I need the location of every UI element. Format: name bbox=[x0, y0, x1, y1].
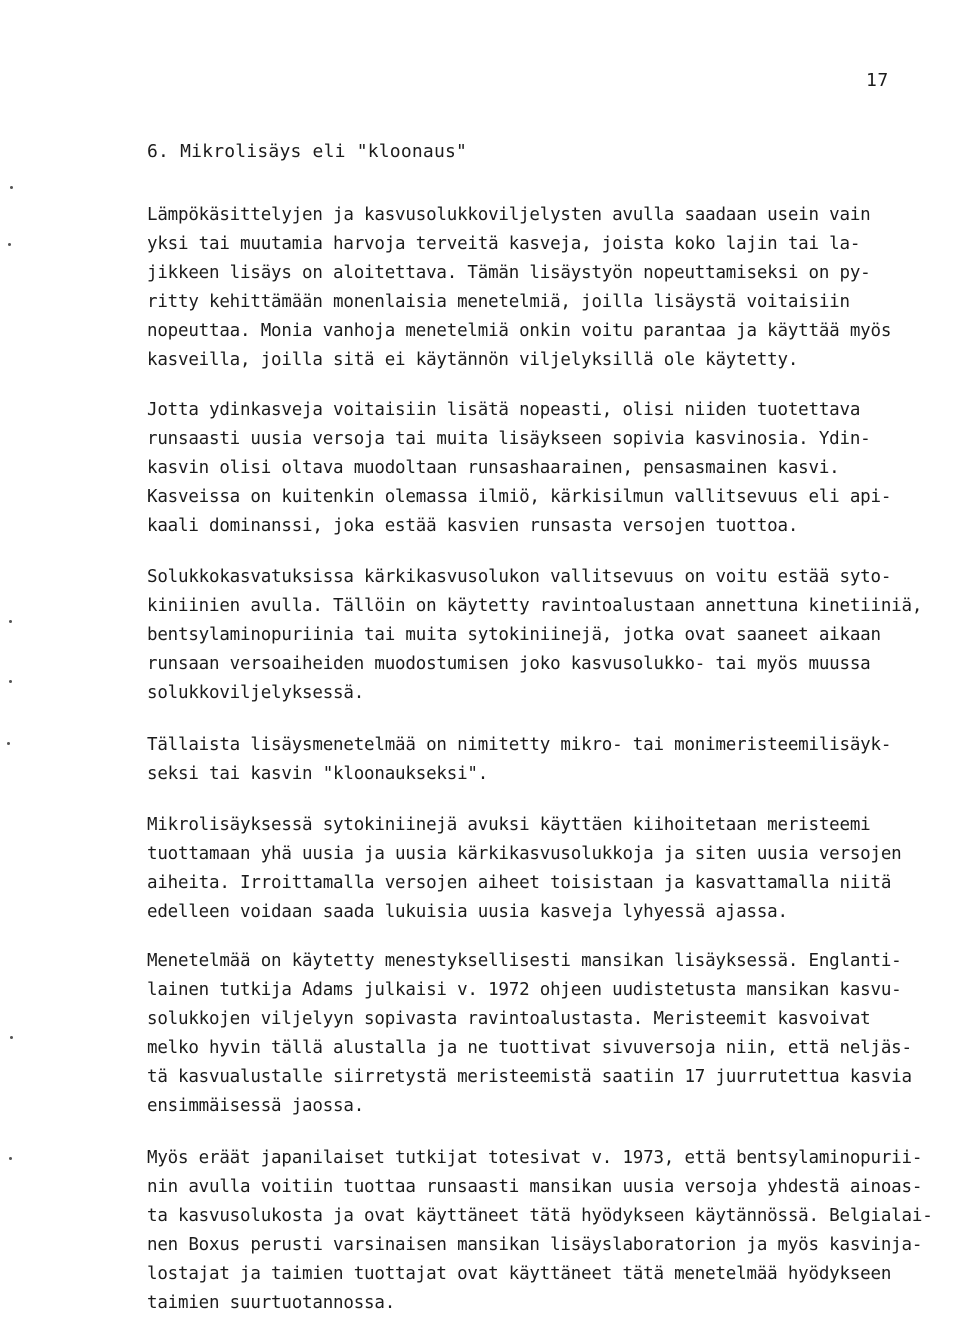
text-line: solukkojen viljelyyn sopivasta ravintoalustasta. Meristeemit kasvoivat bbox=[147, 1009, 871, 1029]
scan-speck bbox=[10, 186, 13, 189]
text-line: kiniinien avulla. Tällöin on käytetty ravintoalustaan annettuna kinetiiniä, bbox=[147, 596, 923, 616]
text-line: edelleen voidaan saada lukuisia uusia kasveja lyhyessä ajassa. bbox=[147, 902, 788, 922]
text-line: nopeuttaa. Monia vanhoja menetelmiä onkin voitu parantaa ja käyttää myös bbox=[147, 321, 892, 341]
page-number: 17 bbox=[866, 70, 889, 91]
text-line: seksi tai kasvin "kloonaukseksi". bbox=[147, 764, 489, 784]
scan-speck bbox=[7, 742, 10, 745]
text-line: aiheita. Irroittamalla versojen aiheet toisistaan ja kasvattamalla niitä bbox=[147, 873, 892, 893]
text-line: yksi tai muutamia harvoja terveitä kasveja, joista koko lajin tai la- bbox=[147, 234, 861, 254]
text-line: Tällaista lisäysmenetelmää on nimitetty mikro- tai monimeristeemilisäyk- bbox=[147, 735, 892, 755]
text-line: bentsylaminopuriinia tai muita sytokiniinejä, jotka ovat saaneet aikaan bbox=[147, 625, 881, 645]
text-line: kasvin olisi oltava muodoltaan runsashaarainen, pensasmainen kasvi. bbox=[147, 458, 840, 478]
text-line: lainen tutkija Adams julkaisi v. 1972 ohjeen uudistetusta mansikan kasvu- bbox=[147, 980, 902, 1000]
text-line: jikkeen lisäys on aloitettava. Tämän lisäystyön nopeuttamiseksi on py- bbox=[147, 263, 871, 283]
section-heading: 6. Mikrolisäys eli "kloonaus" bbox=[147, 141, 468, 162]
text-line: nin avulla voitiin tuottaa runsaasti mansikan uusia versoja yhdestä ainoas- bbox=[147, 1177, 923, 1197]
text-line: lostajat ja taimien tuottajat ovat käyttäneet tätä menetelmää hyödykseen bbox=[147, 1264, 892, 1284]
scan-speck bbox=[9, 680, 12, 683]
text-line: Mikrolisäyksessä sytokiniinejä avuksi käyttäen kiihoitetaan meristeemi bbox=[147, 815, 871, 835]
scan-speck bbox=[8, 243, 11, 246]
scan-speck bbox=[9, 1157, 12, 1160]
text-line: runsaasti uusia versoja tai muita lisäykseen sopivia kasvinosia. Ydin- bbox=[147, 429, 871, 449]
text-line: Kasveissa on kuitenkin olemassa ilmiö, kärkisilmun vallitsevuus eli api- bbox=[147, 487, 892, 507]
text-line: ensimmäisessä jaossa. bbox=[147, 1096, 365, 1116]
text-line: ta kasvusolukosta ja ovat käyttäneet tätä hyödykseen käytännössä. Belgialai- bbox=[147, 1206, 933, 1226]
scan-speck bbox=[10, 1036, 13, 1039]
text-line: Jotta ydinkasveja voitaisiin lisätä nopeasti, olisi niiden tuotettava bbox=[147, 400, 861, 420]
text-line: Solukkokasvatuksissa kärkikasvusolukon vallitsevuus on voitu estää syto- bbox=[147, 567, 892, 587]
text-line: ritty kehittämään monenlaisia menetelmiä, joilla lisäystä voitaisiin bbox=[147, 292, 850, 312]
text-line: tuottamaan yhä uusia ja uusia kärkikasvusolukkoja ja siten uusia versojen bbox=[147, 844, 902, 864]
text-line: Menetelmää on käytetty menestyksellisesti mansikan lisäyksessä. Englanti- bbox=[147, 951, 902, 971]
text-line: Lämpökäsittelyjen ja kasvusolukkoviljelysten avulla saadaan usein vain bbox=[147, 205, 871, 225]
text-line: Myös eräät japanilaiset tutkijat totesivat v. 1973, että bentsylaminopurii- bbox=[147, 1148, 923, 1168]
text-line: solukkoviljelyksessä. bbox=[147, 683, 365, 703]
text-line: runsaan versoaiheiden muodostumisen joko kasvusolukko- tai myös muussa bbox=[147, 654, 871, 674]
scan-speck bbox=[9, 620, 12, 623]
text-line: taimien suurtuotannossa. bbox=[147, 1293, 396, 1313]
text-line: nen Boxus perusti varsinaisen mansikan lisäyslaboratorion ja myös kasvinja- bbox=[147, 1235, 923, 1255]
text-line: tä kasvualustalle siirretystä meristeemistä saatiin 17 juurrutettua kasvia bbox=[147, 1067, 912, 1087]
text-line: kasveilla, joilla sitä ei käytännön viljelyksillä ole käytetty. bbox=[147, 350, 799, 370]
text-line: kaali dominanssi, joka estää kasvien runsasta versojen tuottoa. bbox=[147, 516, 799, 536]
text-line: melko hyvin tällä alustalla ja ne tuottivat sivuversoja niin, että neljäs- bbox=[147, 1038, 912, 1058]
